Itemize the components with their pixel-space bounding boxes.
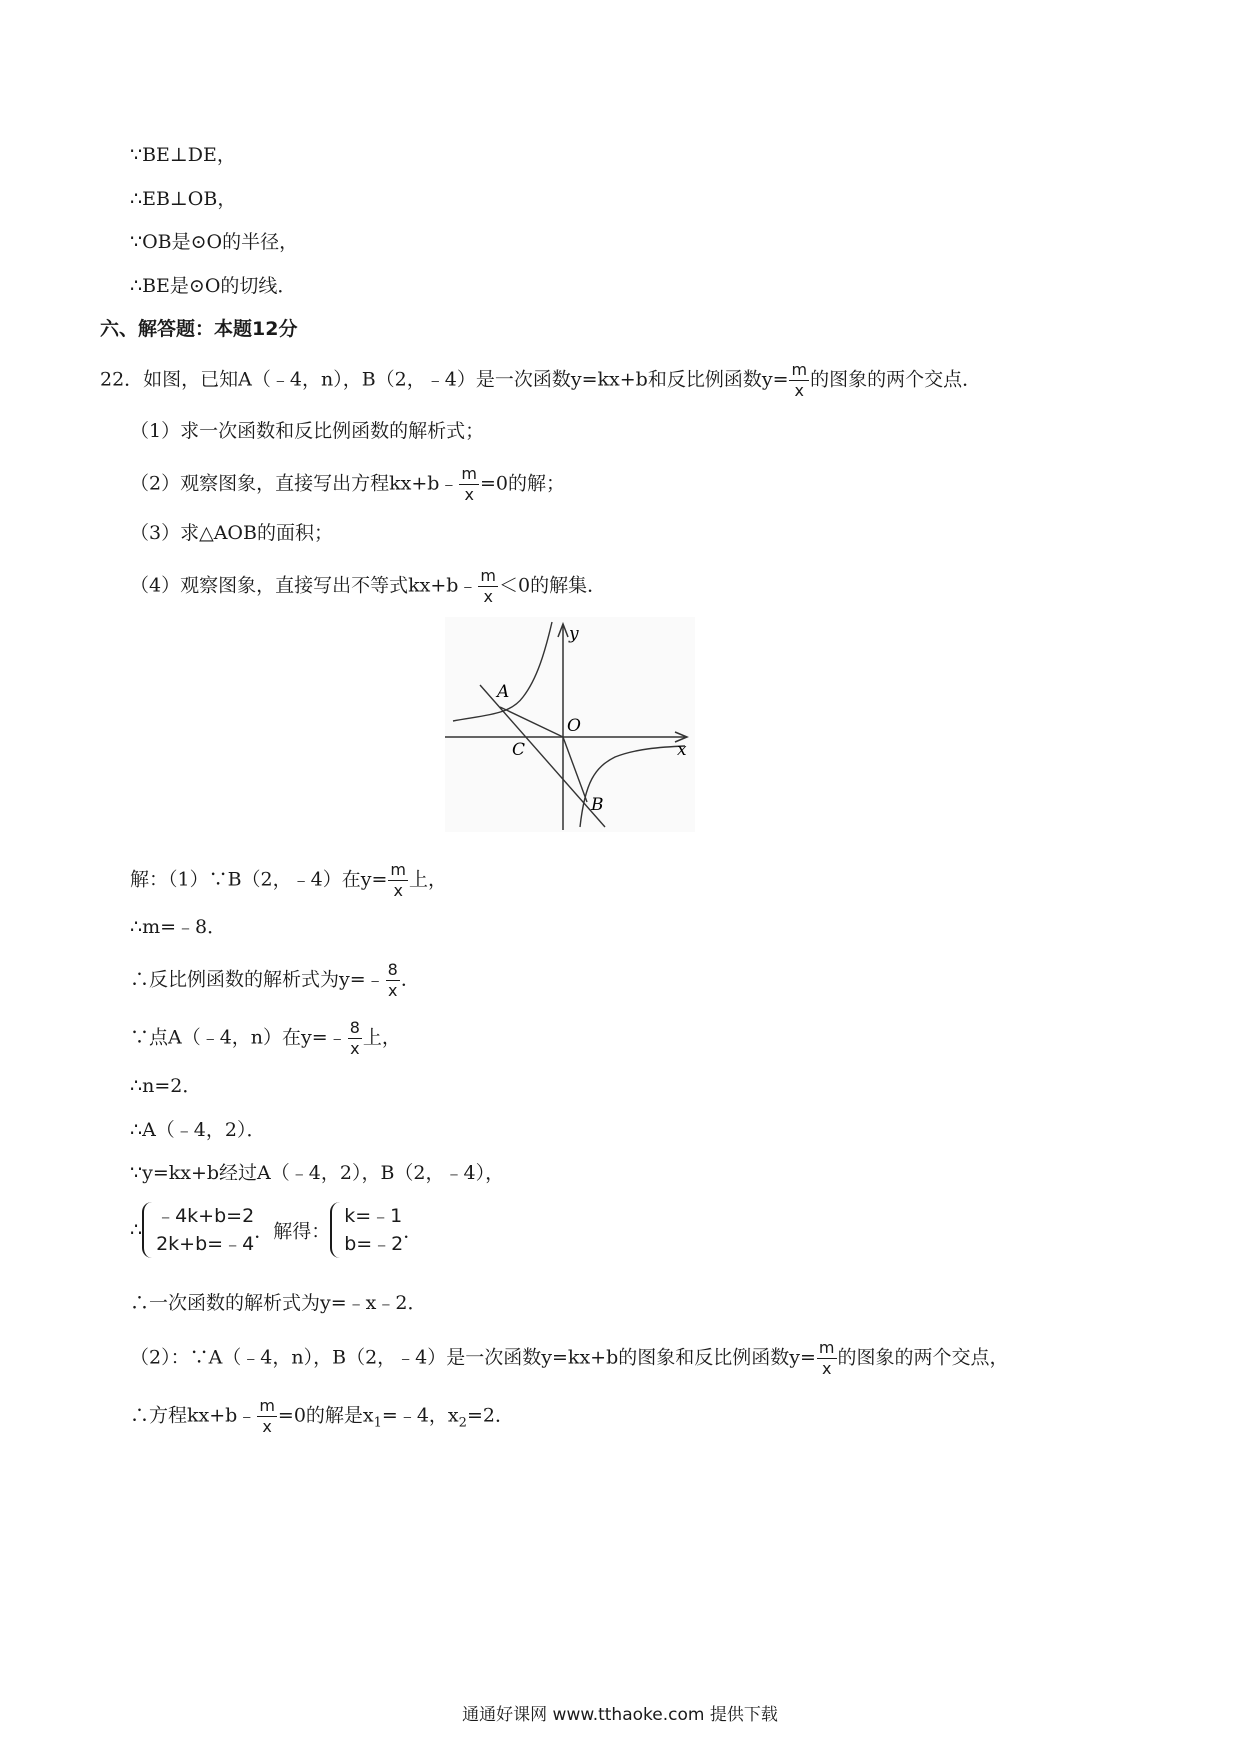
question-part-2: （2）观察图象，直接写出方程kx+b﹣ $\frac{m}{x}$ =0的解；	[130, 464, 566, 504]
question-part-3: （3）求△AOB的面积；	[130, 522, 333, 544]
proof-line-1: ∵BE⊥DE，	[130, 144, 236, 166]
equation-system-1: ﹣4k+b=2 2k+b=﹣4	[142, 1202, 254, 1258]
section-title: 六、解答题：本题12分	[100, 318, 298, 340]
question-part-4: （4）观察图象，直接写出不等式kx+b﹣ $\frac{m}{x}$ ＜0的解集．	[130, 566, 607, 606]
label-O: O	[567, 716, 581, 736]
solution-line-7: ∵y=kx+b经过A（﹣4，2），B（2，﹣4），	[130, 1162, 505, 1184]
page-footer: 通通好课网 www.tthaoke.com 提供下载	[462, 1705, 778, 1725]
solution-line-4: ∵点A（﹣4，n）在y=﹣ $\frac{8}{x}$ 上，	[130, 1018, 401, 1058]
solution-line-9: ∴一次函数的解析式为y=﹣x﹣2．	[130, 1292, 427, 1314]
label-C: C	[512, 740, 526, 760]
fraction-m-over-x: $\frac{m}{x}$	[390, 860, 406, 900]
fraction-m-over-x: $\frac{m}{x}$	[791, 360, 808, 400]
solution-line-11: ∴方程kx+b﹣ $\frac{m}{x}$ =0的解是$x_1=﹣4$，$x_2=2$．	[130, 1396, 514, 1436]
proof-line-4: ∴BE是⊙O的切线．	[130, 275, 297, 297]
solution-line-6: ∴A（﹣4，2）．	[130, 1119, 266, 1141]
label-y: y	[569, 624, 579, 644]
q22-text-a: 22．如图，已知A（﹣4，n），B（2，﹣4）是一次函数y=kx+b和反比例函数y=	[100, 368, 789, 391]
label-B: B	[591, 795, 604, 815]
function-graph-figure	[445, 617, 695, 832]
label-x: x	[677, 740, 687, 760]
solution-line-2: ∴m=﹣8．	[130, 916, 227, 938]
proof-line-3: ∵OB是⊙O的半径，	[130, 231, 299, 253]
fraction-m-over-x: $\frac{m}{x}$	[461, 464, 477, 504]
question-22	[100, 362, 981, 399]
fraction-m-over-x: $\frac{m}{x}$	[818, 1338, 835, 1378]
fraction-8-over-x: $\frac{8}{x}$	[387, 960, 398, 1000]
proof-line-2: ∴EB⊥OB，	[130, 188, 237, 210]
label-A: A	[497, 682, 510, 702]
solution-line-8-systems: ∴ ﹣4k+b=2 2k+b=﹣4 ．解得： k=﹣1 b=﹣2 ．	[130, 1202, 422, 1258]
solution-line-1: 解：（1）∵B（2，﹣4）在y= $\frac{m}{x}$ 上，	[130, 860, 447, 900]
q22-text-b: 的图象的两个交点．	[810, 368, 982, 391]
fraction-8-over-x: $\frac{8}{x}$	[349, 1018, 360, 1058]
fraction-m-over-x: $\frac{m}{x}$	[480, 566, 496, 606]
solution-line-5: ∴n=2．	[130, 1075, 202, 1097]
solution-line-3: ∴反比例函数的解析式为y=﹣ $\frac{8}{x}$ ．	[130, 960, 420, 1000]
solution-line-10: （2）：∵A（﹣4，n），B（2，﹣4）是一次函数y=kx+b的图象和反比例函数y= $\frac{m}{x}$ 的图象的两个交点，	[130, 1338, 1009, 1378]
fraction-m-over-x: $\frac{m}{x}$	[259, 1396, 275, 1436]
question-part-1: （1）求一次函数和反比例函数的解析式；	[130, 420, 485, 442]
equation-system-2: k=﹣1 b=﹣2	[330, 1202, 403, 1258]
